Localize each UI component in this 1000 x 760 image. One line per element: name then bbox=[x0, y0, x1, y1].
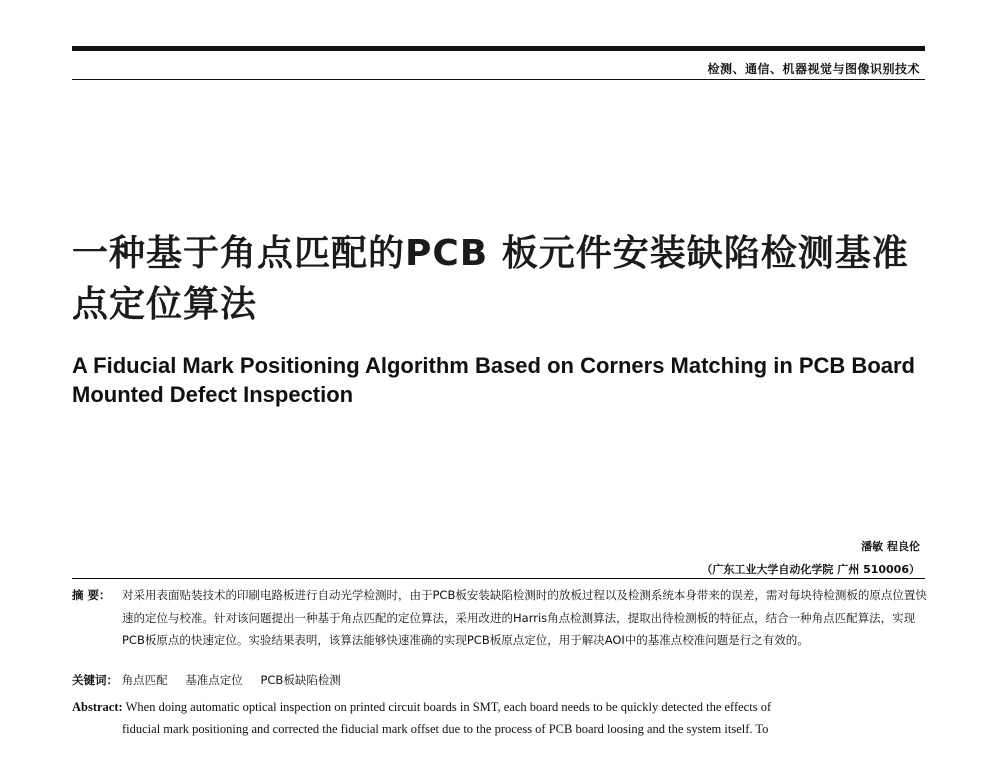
abstract-english-label: Abstract: bbox=[72, 700, 123, 714]
abstract-chinese-text: 对采用表面贴装技术的印刷电路板进行自动光学检测时，由于PCB板安装缺陷检测时的放板过程以及检测系统本身带来的误差，需对每块待检测板的原点位置快速的定位与校准。针对该问题提出一种基于角点匹配的定位算法，采用改进的Harris角点检测算法，提取出待检测板的特征点，结合一种角点匹配算法，实现PCB板原点的快速定位。实验结果表明，该算法能够快速准确的实现PCB板原点定位，用于解决AOI中的基准点校准问题是行之有效的。 bbox=[122, 588, 927, 647]
keywords-label: 关键词： bbox=[72, 673, 118, 687]
journal-section-title: 检测、通信、机器视觉与图像识别技术 bbox=[707, 62, 920, 76]
keyword-item: PCB板缺陷检测 bbox=[260, 673, 341, 687]
abstract-english-line-2: fiducial mark positioning and corrected the fiducial mark offset due to the process of PCB board loosing and the system itself. To bbox=[122, 722, 769, 736]
keyword-item: 角点匹配 bbox=[121, 673, 168, 687]
keywords bbox=[72, 672, 355, 688]
paper-title-chinese: 一种基于角点匹配的PCB 板元件安装缺陷检测基准点定位算法 bbox=[72, 233, 909, 325]
abstract-english bbox=[72, 696, 928, 740]
abstract-label: 摘 要： bbox=[72, 588, 111, 602]
keyword-item: 基准点定位 bbox=[185, 673, 243, 687]
abstract-english-line-1: When doing automatic optical inspection on printed circuit boards in SMT, each board needs to be quickly detected the effects of bbox=[125, 700, 772, 714]
abstract-rule bbox=[72, 578, 925, 579]
header-rule-thick bbox=[72, 46, 925, 51]
paper-title-english: A Fiducial Mark Positioning Algorithm Based on Corners Matching in PCB Board Mounted Defect Inspection bbox=[72, 353, 915, 407]
author-names: 潘敏 程良伦 bbox=[861, 540, 920, 553]
author-affiliation: （广东工业大学自动化学院 广州 510006） bbox=[701, 563, 920, 576]
header-rule-thin bbox=[72, 79, 925, 80]
abstract-chinese bbox=[72, 584, 932, 652]
